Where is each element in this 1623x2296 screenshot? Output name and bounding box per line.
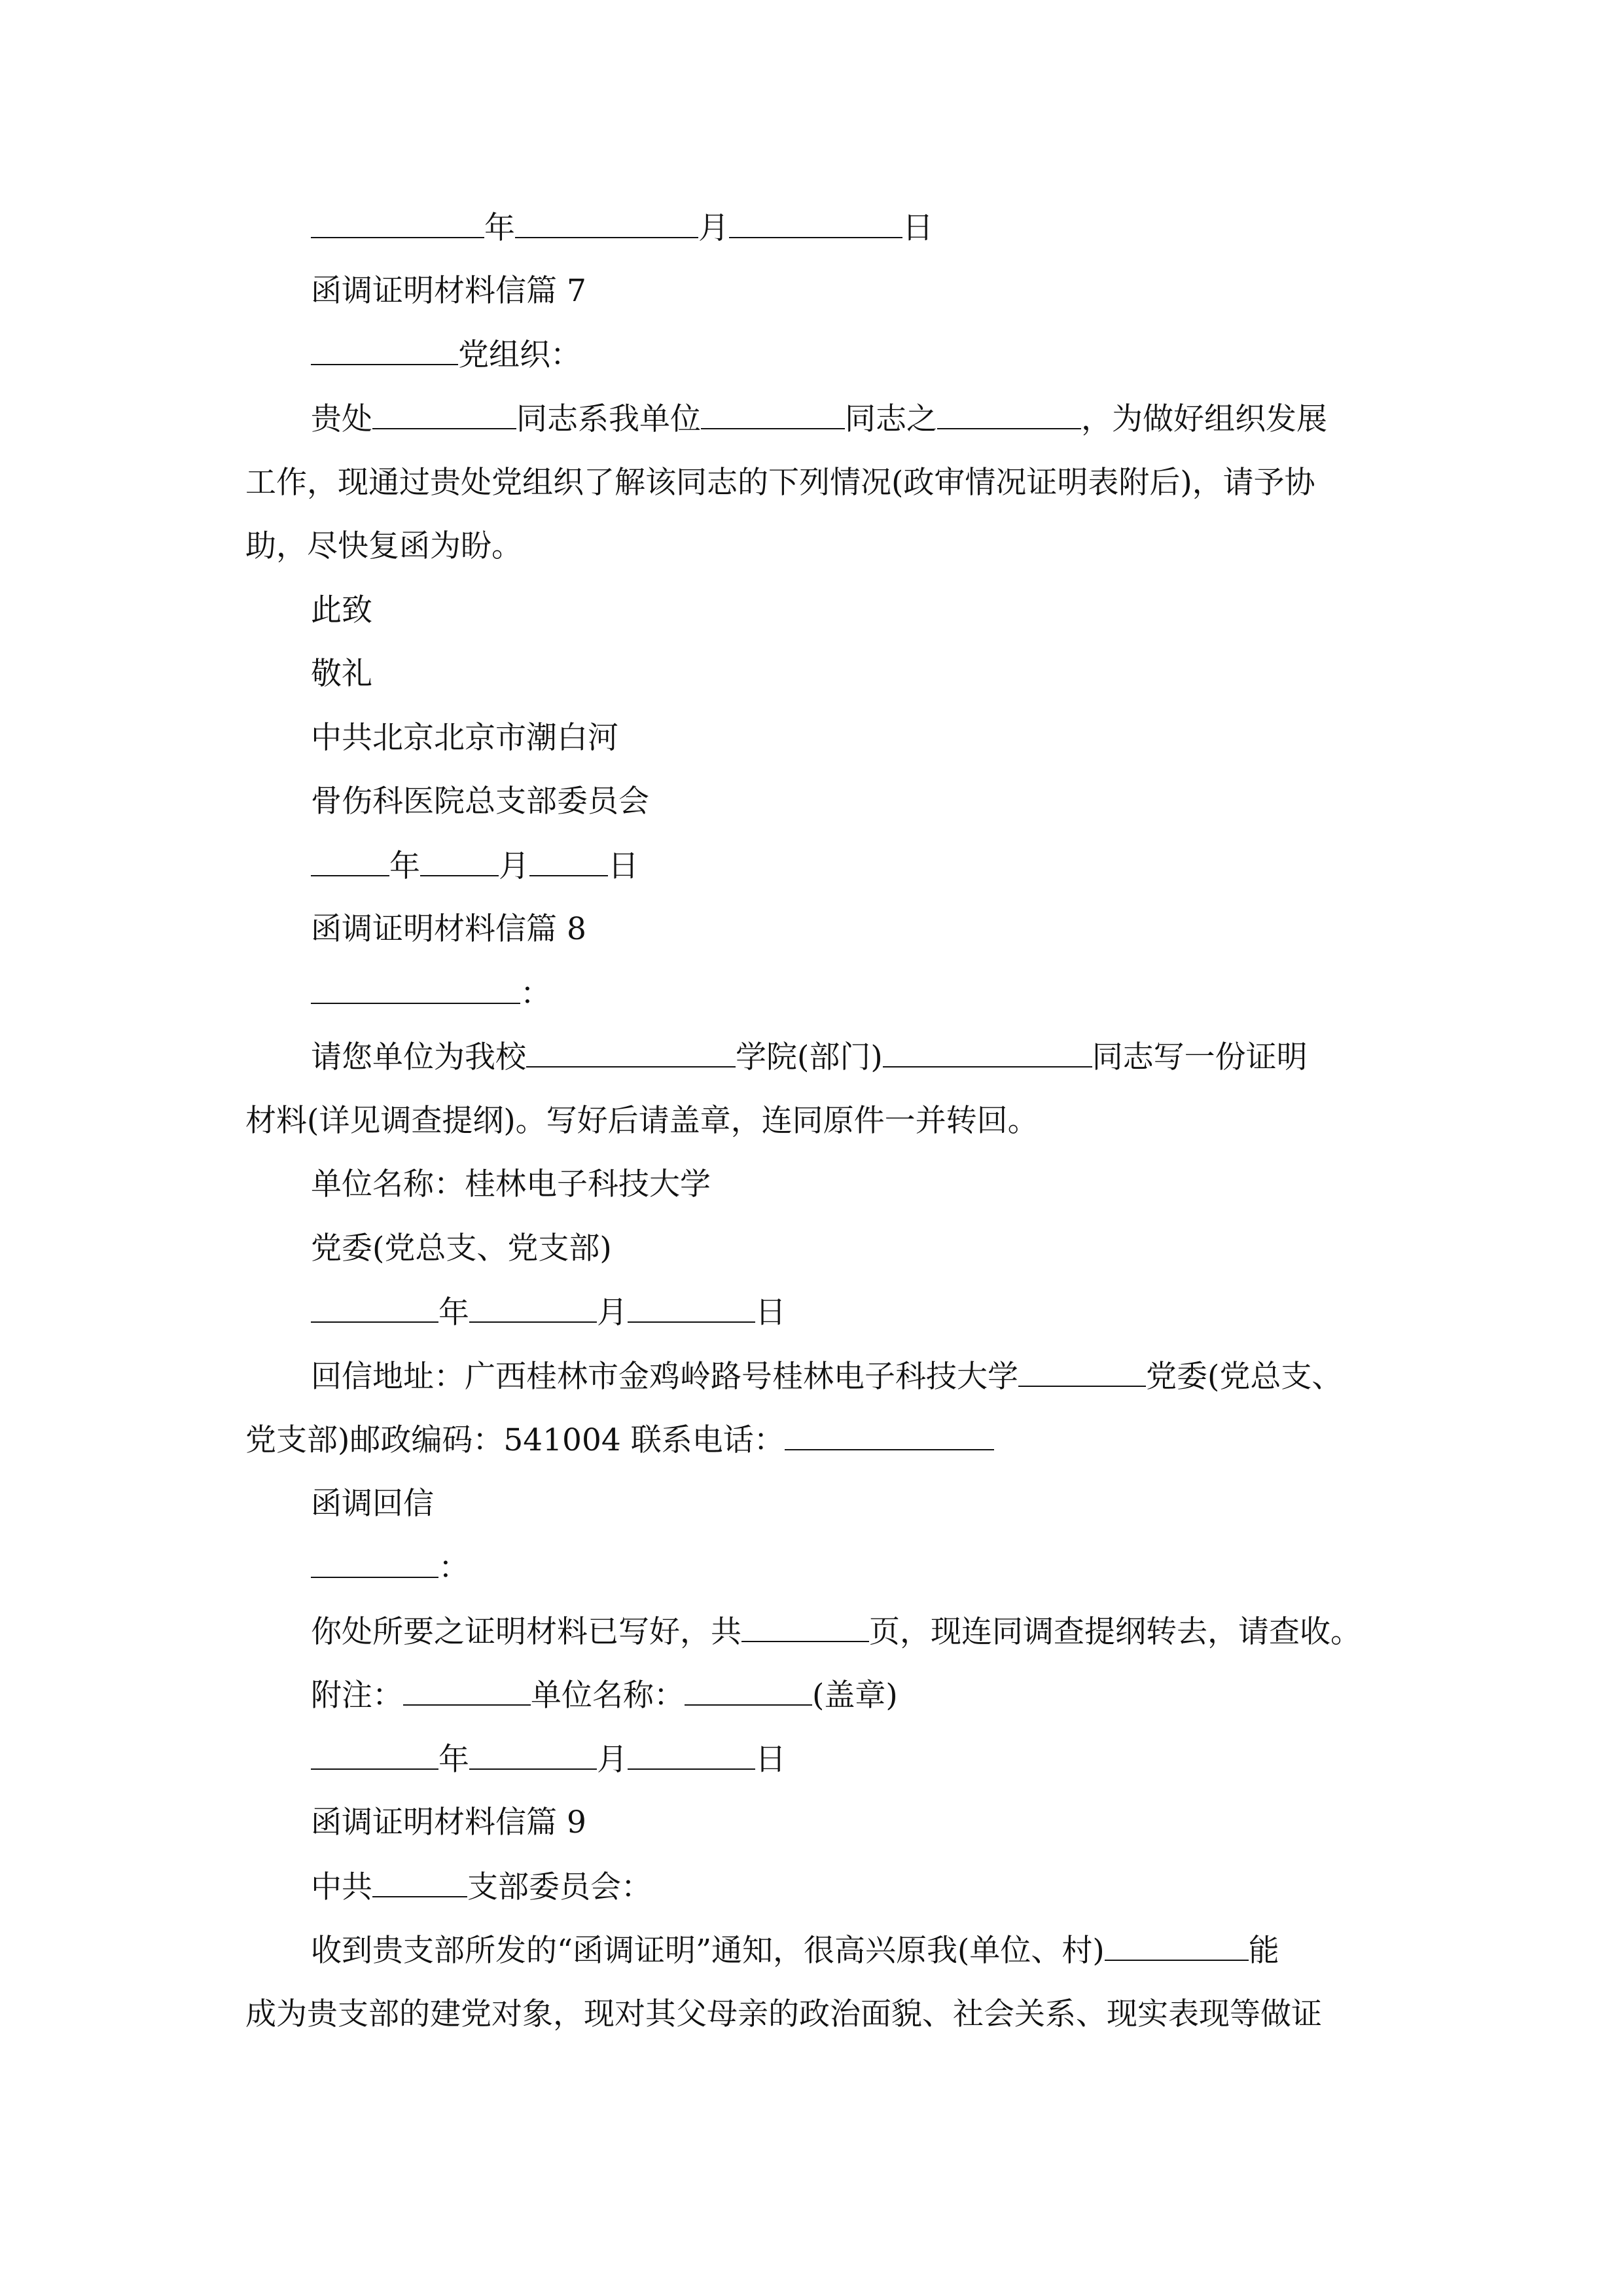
blank-field	[469, 1293, 597, 1323]
blank-field	[741, 1612, 869, 1642]
blank-field	[883, 1037, 1092, 1067]
blank-field	[628, 1740, 755, 1770]
blank-field	[311, 335, 458, 365]
blank-field	[685, 1676, 812, 1706]
blank-field	[529, 846, 608, 876]
note-line: 附注： 单位名称： (盖章)	[311, 1676, 898, 1715]
year-label: 年	[438, 1742, 469, 1778]
blank-field	[785, 1420, 994, 1450]
blank-field	[1105, 1931, 1249, 1961]
paragraph-line: 工作，现通过贵处党组织了解该同志的下列情况(政审情况证明表附后)，请予协	[245, 465, 1315, 501]
day-label: 日	[902, 210, 933, 246]
blank-field	[729, 208, 902, 238]
info-line: 党委(党总支、党支部)	[311, 1230, 612, 1266]
paragraph-line: 材料(详见调查提纲)。写好后请盖章，连同原件一并转回。	[245, 1103, 1039, 1139]
blank-field	[311, 1548, 438, 1578]
blank-field	[311, 208, 484, 238]
blank-field	[311, 1740, 438, 1770]
salutation-line	[311, 974, 551, 1014]
section-heading: 函调证明材料信篇 8	[311, 911, 586, 947]
day-label: 日	[755, 1742, 786, 1778]
salutation-line: 中共 支部委员会：	[311, 1867, 652, 1907]
blank-field	[937, 399, 1081, 429]
blank-field	[628, 1293, 755, 1323]
salutation-line	[311, 335, 581, 375]
blank-field	[526, 1037, 736, 1067]
blank-field	[372, 399, 516, 429]
year-label: 年	[484, 210, 515, 246]
day-label: 日	[608, 848, 639, 884]
salutation-text: ：	[520, 976, 551, 1012]
section-heading: 函调回信	[311, 1486, 434, 1522]
info-line: 单位名称：桂林电子科技大学	[311, 1166, 711, 1202]
day-label: 日	[755, 1295, 786, 1331]
blank-field	[311, 974, 520, 1004]
paragraph-line: 你处所要之证明材料已写好，共 页，现连同调查提纲转去，请查收。	[311, 1612, 1361, 1652]
blank-field	[1018, 1357, 1146, 1387]
date-line	[311, 1293, 786, 1333]
signature-line: 骨伤科医院总支部委员会	[311, 783, 649, 819]
date-line	[311, 846, 639, 886]
blank-field	[420, 846, 499, 876]
address-line: 党支部)邮政编码：541004 联系电话：	[245, 1420, 994, 1460]
year-label: 年	[389, 848, 420, 884]
address-line: 回信地址：广西桂林市金鸡岭路号桂林电子科技大学 党委(党总支、	[311, 1357, 1342, 1397]
month-label: 月	[597, 1742, 628, 1778]
month-label: 月	[597, 1295, 628, 1331]
salutation-line	[311, 1548, 469, 1588]
salutation-text: ：	[438, 1550, 469, 1586]
paragraph-line: 收到贵支部所发的“函调证明”通知，很高兴原我(单位、村) 能	[311, 1931, 1279, 1971]
closing-line: 此致	[311, 592, 372, 628]
section-heading: 函调证明材料信篇 7	[311, 273, 586, 309]
year-label: 年	[438, 1295, 469, 1331]
salutation-text: 党组织：	[458, 337, 581, 373]
paragraph-line: 成为贵支部的建党对象，现对其父母亲的政治面貌、社会关系、现实表现等做证	[245, 1996, 1322, 2032]
blank-field	[701, 399, 845, 429]
month-label: 月	[499, 848, 529, 884]
blank-field	[311, 1293, 438, 1323]
blank-field	[403, 1676, 531, 1706]
month-label: 月	[698, 210, 729, 246]
blank-field	[372, 1867, 467, 1897]
date-line	[311, 1740, 786, 1780]
blank-field	[515, 208, 698, 238]
section-heading: 函调证明材料信篇 9	[311, 1804, 586, 1840]
paragraph-line: 助，尽快复函为盼。	[245, 528, 522, 564]
paragraph-line: 贵处 同志系我单位 同志之 ，为做好组织发展	[311, 399, 1327, 439]
date-line	[311, 208, 933, 248]
blank-field	[469, 1740, 597, 1770]
blank-field	[311, 846, 389, 876]
signature-line: 中共北京北京市潮白河	[311, 720, 618, 756]
paragraph-line: 请您单位为我校 学院(部门) 同志写一份证明	[311, 1037, 1308, 1077]
closing-line: 敬礼	[311, 656, 372, 692]
